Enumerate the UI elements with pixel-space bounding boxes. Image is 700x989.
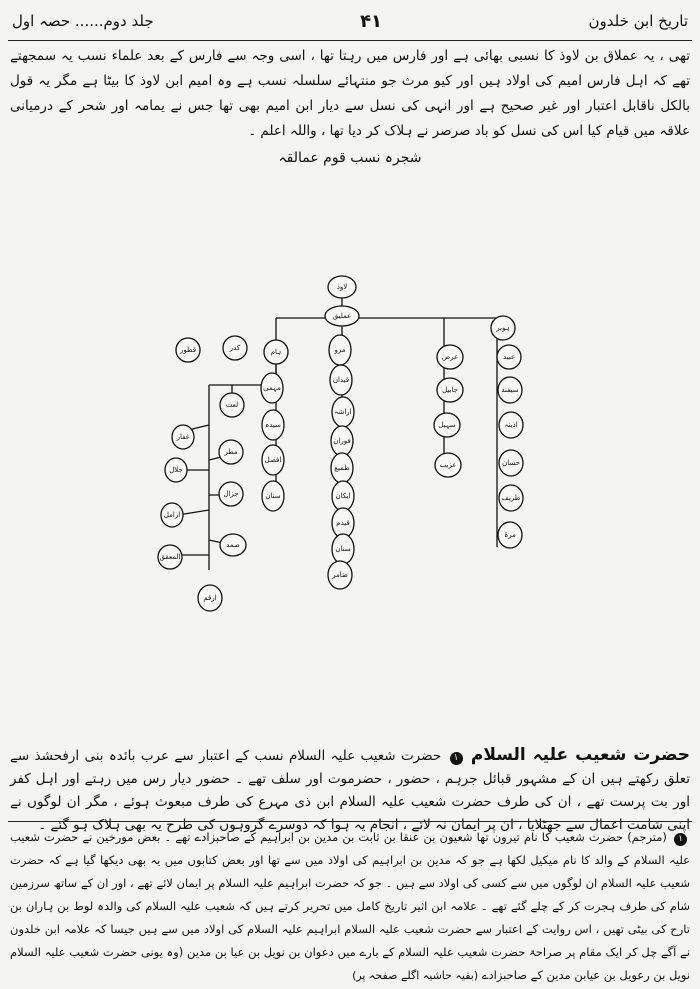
node-almaqiq-label: المعقق <box>159 553 181 561</box>
node-sayidah-label: سیدہ <box>265 421 281 429</box>
footnote-text: (مترجم) حضرت شعیب کا نام تیرون تھا شعیون بن عنقا بن ثابت بن مدین بن ابراہیم کے صاحبزادے تھے ۔ بعض مورخین نے حضرت شعیب علیہ السلام کے والد کا نام میکیل لکھا ہے جو کہ مدین بن ابراہیم کی اولاد میں سے تھا اور بعض کتابوں میں یہ بھی دیکھا گیا ہے کہ حضرت شعیب علیہ السلام ان لوگوں میں سے کسی کی اولاد سے ہیں ۔ جو کہ حضرت ابراہیم علیہ السلام پر ایمان لائے تھے ، اور ان کے ساتھ سرزمین شام کی طرف ہجرت کر کے چلے گئے تھے ۔ علامہ ابن اثیر تاریخ کامل میں تحریر کرتے ہیں کہ شعیب علیہ السلام کی والدہ لوط بن ہاران بن تارح کی بیٹی تھیں ، اس روایت کے اعتبار سے حضرت شعیب علیہ السلام ابراہیم علیہ السلام کی اولاد میں سے ہیں جیسا کہ علامہ ابن خلدون نے آگے چل کر ایک مقام پر صراحۃ حضرت شعیب علیہ السلام کے بارے میں دعوان بن نویل بن عیا بن مدین (وہ یونی حضرت شعیب علیہ السلام نویل بن رعویل بن عیابن مدین کے صاحبزادے <box>10 830 690 982</box>
node-latt-label: لعت <box>225 401 239 409</box>
node-sayfand-label: سیفند <box>501 386 519 394</box>
section-heading: حضرت شعیب علیہ السلام <box>470 745 690 765</box>
node-ikyan-label: ایکان <box>335 492 351 500</box>
node-mir-label: مرو <box>334 346 346 354</box>
section-shuayb <box>10 744 690 837</box>
footnote-rule <box>8 821 692 822</box>
node-hawbar-label: ہوبر <box>496 324 510 332</box>
node-fawran-label: فوران <box>333 437 351 445</box>
node-sunan2-label: سنان <box>265 492 281 500</box>
node-marr-label: مرۃ <box>504 531 516 539</box>
node-samd-label: صمد <box>226 541 240 549</box>
node-kadhar-label: کدر <box>229 344 241 352</box>
node-tarif-label: طریف <box>501 494 521 502</box>
node-urnu-label: عرص <box>441 353 459 361</box>
chart-caption: شجرہ نسب قوم عمالقہ <box>278 150 422 166</box>
node-aghbar-label: غفار <box>176 433 190 441</box>
node-mahmi-label: مہمی <box>263 384 281 392</box>
node-uzayb-label: عزیب <box>439 461 457 469</box>
node-sunan-label: سنان <box>335 545 351 553</box>
node-julal-label: جلال <box>169 466 183 474</box>
node-arashah-label: اراشہ <box>334 408 352 416</box>
node-jabil-label: جابیل <box>442 386 458 394</box>
node-lawudh-label: لاوذ <box>336 283 348 291</box>
footnote-marker[interactable]: ۱ <box>450 752 463 765</box>
footnote <box>10 826 690 987</box>
footnote-continued: (بقیہ حاشیہ اگلے صفحہ پر) <box>352 969 479 982</box>
node-mazn-label: مطر <box>224 448 238 456</box>
node-juzal-label: جزال <box>223 490 239 498</box>
node-amliq-label: عملیق <box>332 312 352 320</box>
node-afsal-label: افصل <box>264 456 282 464</box>
node-abid-label: عبید <box>502 353 516 361</box>
node-qaidan-label: قیدان <box>332 376 350 384</box>
node-qaidam-label: قیدم <box>336 519 350 527</box>
node-aramil-label: ارامل <box>163 511 181 519</box>
node-tamh-label: طمیع <box>334 464 350 472</box>
volume-label: جلد دوم...... حصہ اول <box>12 12 154 30</box>
node-qatur-label: قطور <box>179 346 197 354</box>
node-dhamir-label: ضامر <box>332 571 348 579</box>
section-text: حضرت شعیب علیہ السلام نسب کے اعتبار سے عرب بائدہ بنی ارفحشذ سے تعلق رکھتے ہیں ان کے مشہور قبائل جرہم ، حضور ، حضرموت اور سلف تھے ۔ حضور دیار رس میں رہتے اور اہل کفر اور بت پرست تھے ، ان کی طرف حضرت شعیب علیہ السلام ابن ذی مہرع کی طرف مبعوث ہوئے ، مگر ان لوگوں نے اپنی شامت اعمال سے جھٹلایا ، ان پر ایمان نہ لائے ، انجام یہ ہوا کہ دوسرے گروہوں کی طرح یہ بھی ہلاک ہو گئے ۔ <box>10 748 690 833</box>
intro-paragraph: تھی ، یہ عملاق بن لاوذ کا نسبی بھائی ہے اور فارس میں رہتا تھا ، اسی وجہ سے فارس کے بعد علماء نسب یہ سمجھتے تھے کہ اہل فارس امیم کی اولاد ہیں اور کیو مرث جو منتہائے سلسلہ نسب ہے وہ امیم ابن لاوذ کا بیٹا ہے مگر یہ قول بالکل ناقابل اعتبار اور غیر صحیح ہے اور انہی کی نسل سے دیار ابن امیم بھی تھا جس نے یمامہ اور شحر کے درمیانی علاقہ میں قیام کیا اس کی نسل کو باد صرصر نے ہلاک کر دیا تھا ، واللہ اعلم ۔ <box>10 48 690 139</box>
node-hassan-label: حسان <box>502 459 520 467</box>
node-hamm-label: ہام <box>270 348 282 356</box>
footnote-number: ۱ <box>674 833 687 846</box>
page-number: ۴۱ <box>360 10 383 32</box>
node-arqam-label: ارقم <box>203 594 217 602</box>
book-title: تاریخ ابن خلدون <box>588 12 688 30</box>
node-udhaynah-label: اذینہ <box>504 421 518 429</box>
node-sahil-label: سہیل <box>438 421 456 429</box>
